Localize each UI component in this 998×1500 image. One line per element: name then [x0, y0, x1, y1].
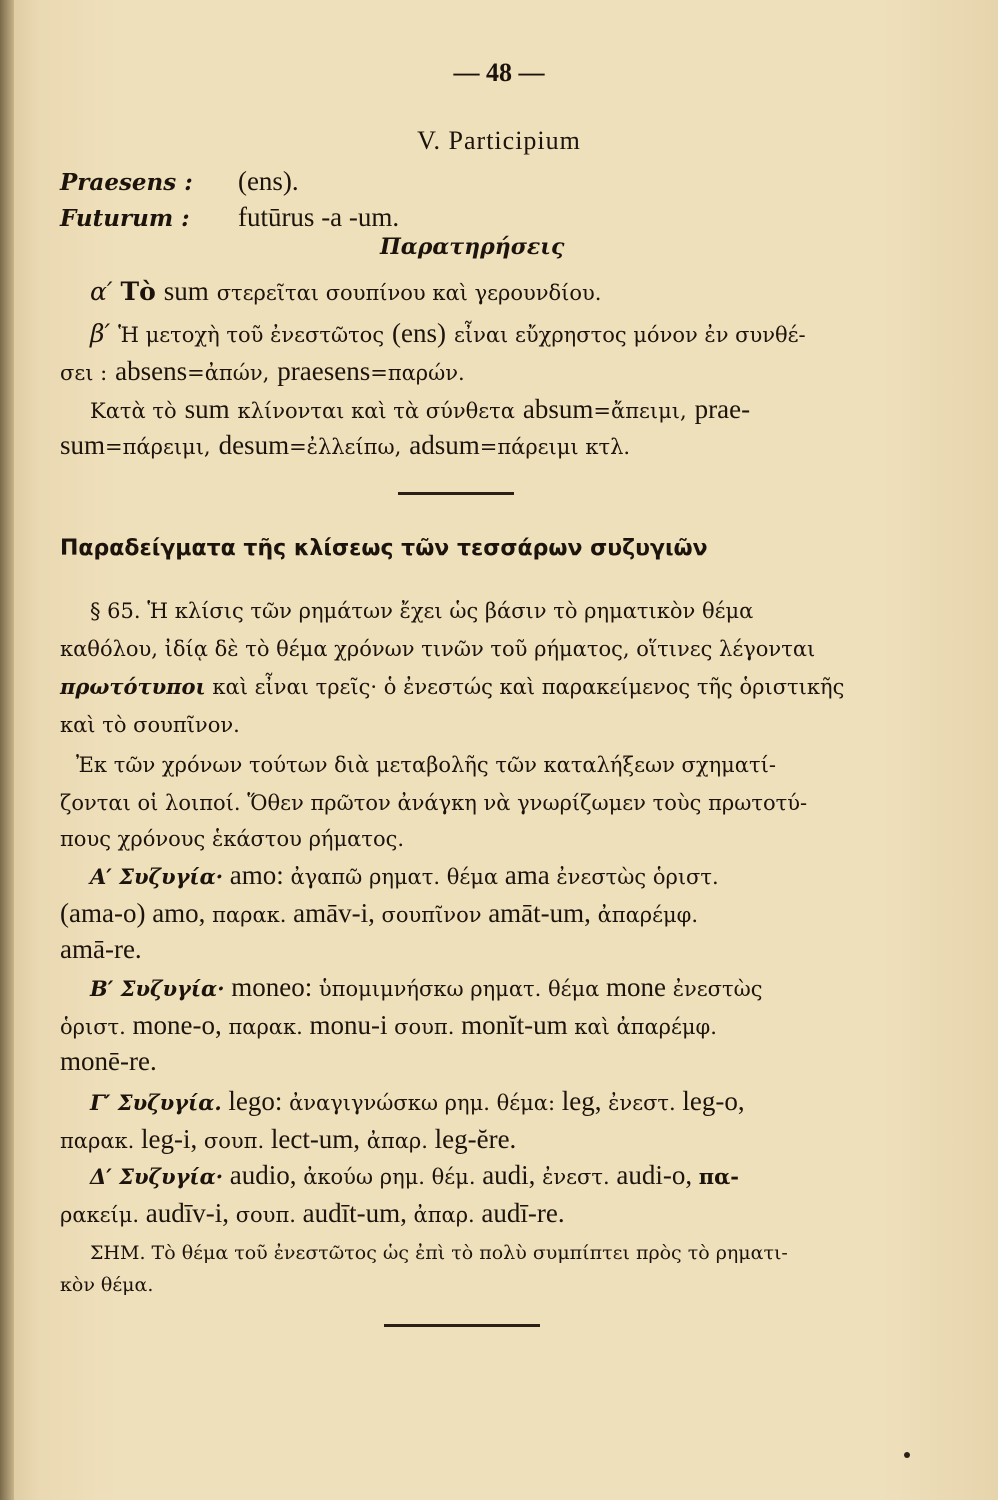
note-text: Ἡ μετοχὴ τοῦ ἐνεστῶτος: [118, 323, 385, 347]
para-text: καὶ εἶναι τρεῖς· ὁ ἐνεστώς καὶ παρακείμενος τῆς ὁριστικῆς: [212, 675, 845, 699]
greek-text: πα-: [698, 1164, 740, 1189]
greek-text: παρακ.: [212, 903, 287, 927]
conjugation-label: Δ′ Συζυγία·: [90, 1164, 224, 1189]
latin-word: ama: [504, 860, 550, 890]
para-line: ζονται οἱ λοιποί. Ὅθεν πρῶτον ἀνάγκη νὰ γνωρίζωμεν τοὺς πρωτοτύ-: [60, 791, 808, 815]
latin-word: audīt-um,: [302, 1198, 407, 1228]
page-number: — 48 —: [453, 58, 545, 87]
form-value: (ens).: [237, 166, 299, 196]
greek-text: σουπ.: [235, 1203, 296, 1227]
latin-word: prae-: [694, 394, 751, 424]
latin-word: monē-re.: [60, 1046, 157, 1076]
divider-rule: [398, 492, 514, 495]
note-a: [90, 276, 601, 308]
greek-text: σουπ.: [394, 1015, 455, 1039]
notes-title: Παρατηρήσεις: [380, 234, 565, 260]
greek-text: ἀπαρ.: [413, 1203, 475, 1227]
greek-text: ἐνεστ.: [542, 1165, 610, 1189]
conjugation-g-line2: [60, 1124, 516, 1156]
latin-word: lego:: [228, 1086, 283, 1116]
note-text: σει :: [60, 361, 108, 385]
latin-word: audīv-i,: [145, 1198, 230, 1228]
note-text: =παρών.: [370, 361, 465, 385]
greek-text: ἐνεστ.: [608, 1091, 676, 1115]
note-text: στερεῖται σουπίνου καὶ γερουνδίου.: [216, 281, 602, 305]
note-b-line1: [90, 318, 806, 350]
latin-word: audi-o,: [616, 1160, 693, 1190]
conjugation-label: Α′ Συζυγία·: [90, 864, 224, 889]
latin-word: leg,: [561, 1086, 602, 1116]
para-line: πους χρόνους ἑκάστου ρήματος.: [60, 827, 405, 851]
latin-word: leg-i,: [141, 1124, 198, 1154]
greek-text: ἀπαρέμφ.: [597, 903, 699, 927]
latin-word: lect-um,: [270, 1124, 361, 1154]
latin-word: monĭt-um: [461, 1010, 568, 1040]
para-line: καθόλου, ἰδίᾳ δὲ τὸ θέμα χρόνων τινῶν τοῦ ρήματος, οἵτινες λέγονται: [60, 637, 816, 661]
latin-word: amā-re.: [60, 934, 142, 964]
latin-word: leg-ĕre.: [434, 1124, 517, 1154]
note-text: Τὸ: [120, 277, 156, 306]
note-text: =ἄπειμι,: [593, 399, 687, 423]
note-text: =πάρειμι,: [105, 435, 211, 459]
form-label: Praesens :: [60, 169, 193, 196]
section-title: V. Participium: [417, 126, 581, 155]
latin-word: amāv-i,: [293, 898, 375, 928]
greek-text: ἀπαρ.: [366, 1129, 428, 1153]
note-b-line2: [60, 356, 465, 388]
conjugation-a-line1: [90, 860, 719, 892]
latin-word: adsum: [409, 430, 480, 460]
greek-text: σουπ.: [203, 1129, 265, 1153]
latin-word: praesens: [277, 356, 371, 386]
form-label: Futurum :: [60, 205, 190, 232]
latin-word: audio,: [229, 1160, 297, 1190]
greek-text: σουπῖνον: [381, 903, 482, 927]
conjugation-a-line2: [60, 898, 698, 930]
latin-word: absens: [115, 356, 188, 386]
conjugation-b-line3: [60, 1046, 157, 1077]
conjugation-d-line2: [60, 1198, 565, 1230]
sem-note-line1: ΣΗΜ. Τὸ θέμα τοῦ ἐνεστῶτος ὡς ἐπὶ τὸ πολὺ συμπίπτει πρὸς τὸ ρηματι-: [90, 1242, 788, 1264]
bottom-rule: [384, 1324, 540, 1327]
form-value: futūrus -a -um.: [237, 202, 400, 232]
greek-text: ρακείμ.: [60, 1203, 140, 1227]
latin-word: audī-re.: [481, 1198, 565, 1228]
latin-word: sum: [163, 276, 209, 306]
note-c-line2: [60, 430, 630, 462]
greek-text: παρακ.: [60, 1129, 135, 1153]
section-heading: Παραδείγματα τῆς κλίσεως τῶν τεσσάρων συζυγιῶν: [60, 536, 708, 561]
protypoi-term: πρωτότυποι: [60, 674, 206, 699]
latin-word: desum: [218, 430, 290, 460]
latin-word: moneo:: [231, 972, 313, 1002]
conjugation-g-line1: [90, 1086, 745, 1118]
ink-dot: [904, 1452, 910, 1458]
greek-text: ὁριστ.: [60, 1015, 126, 1039]
greek-text: ἀναγιγνώσκω ρημ. θέμα:: [289, 1091, 556, 1115]
note-text: =ἀπών,: [187, 361, 270, 385]
latin-word: audi,: [482, 1160, 536, 1190]
latin-word: amāt-um,: [488, 898, 591, 928]
note-text: εἶναι εὔχρηστος μόνον ἐν συνθέ-: [453, 323, 806, 347]
note-marker: α′: [90, 277, 113, 306]
book-spine: [0, 0, 14, 1500]
latin-word: (ens): [392, 318, 447, 348]
greek-text: παρακ.: [228, 1015, 303, 1039]
latin-word: sum: [184, 394, 230, 424]
latin-word: absum: [522, 394, 594, 424]
latin-word: amo:: [229, 860, 284, 890]
note-marker: β′: [90, 319, 111, 348]
sem-note-line2: κὸν θέμα.: [60, 1274, 154, 1296]
note-text: =πάρειμι κτλ.: [479, 435, 631, 459]
note-text: =ἐλλείπω,: [289, 435, 402, 459]
conjugation-d-line1: [90, 1160, 739, 1192]
para-line: καὶ τὸ σουπῖνον.: [60, 713, 240, 737]
greek-text: ὑπομιμνήσκω ρηματ. θέμα: [318, 977, 600, 1001]
note-text: κλίνονται καὶ τὰ σύνθετα: [237, 399, 515, 423]
greek-text: καὶ ἀπαρέμφ.: [574, 1015, 717, 1039]
conjugation-label: Γ′ Συζυγία.: [90, 1090, 222, 1115]
greek-text: ἀγαπῶ ρηματ. θέμα: [290, 865, 499, 889]
form-praesens: [60, 166, 299, 198]
latin-word: (ama-o) amo,: [60, 898, 206, 928]
form-futurum: [60, 202, 399, 234]
para-line: § 65. Ἡ κλίσις τῶν ρημάτων ἔχει ὡς βάσιν τὸ ρηματικὸν θέμα: [90, 599, 754, 623]
greek-text: ἐνεστὼς: [672, 977, 763, 1001]
conjugation-b-line1: [90, 972, 762, 1004]
para-line-protypoi: [60, 672, 844, 702]
greek-text: ἐνεστὼς ὁριστ.: [556, 865, 719, 889]
conjugation-b-line2: [60, 1010, 717, 1042]
note-c-line1: [90, 394, 750, 426]
note-text: Κατὰ τὸ: [90, 399, 177, 423]
para-line: Ἐκ τῶν χρόνων τούτων διὰ μεταβολῆς τῶν καταλήξεων σχηματί-: [76, 753, 776, 777]
conjugation-a-line3: [60, 934, 142, 965]
greek-text: ἀκούω ρημ. θέμ.: [303, 1165, 476, 1189]
latin-word: sum: [60, 430, 106, 460]
latin-word: leg-o,: [682, 1086, 745, 1116]
latin-word: mone-o,: [132, 1010, 222, 1040]
latin-word: mone: [606, 972, 667, 1002]
conjugation-label: Β′ Συζυγία·: [90, 976, 225, 1001]
latin-word: monu-i: [309, 1010, 388, 1040]
